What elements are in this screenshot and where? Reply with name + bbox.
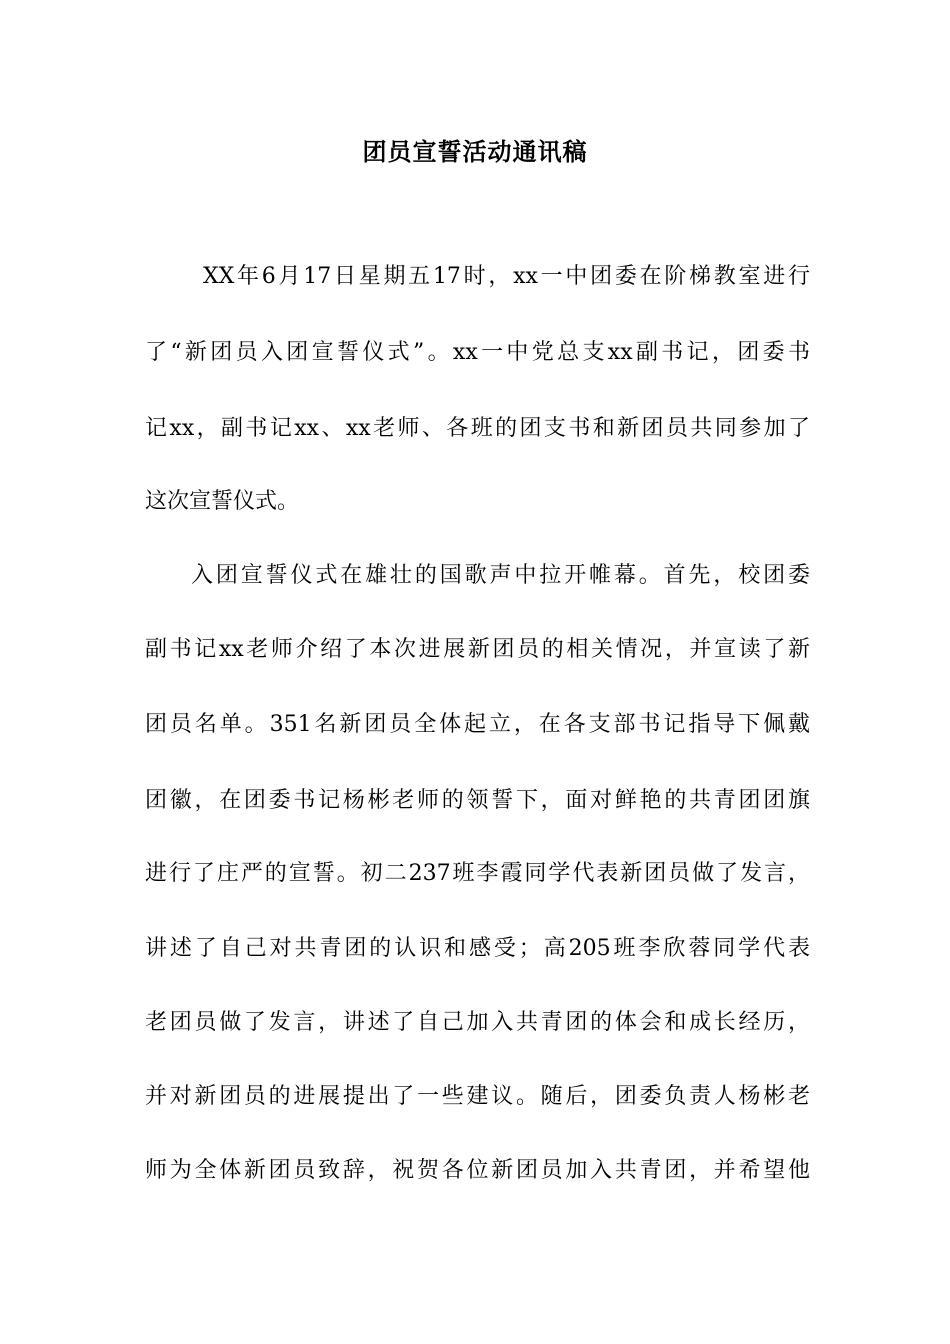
paragraph-1-line-2: 了“新团员入团宣誓仪式”。xx一中党总支xx副书记，团委书 bbox=[145, 340, 810, 365]
paragraph-2-line-1: 入团宣誓仪式在雄壮的国歌声中拉开帷幕。首先，校团委 bbox=[191, 563, 810, 588]
paragraph-2-line-9: 师为全体新团员致辞，祝贺各位新团员加入共青团，并希望他 bbox=[145, 1158, 810, 1183]
paragraph-1-line-4: 这次宣誓仪式。 bbox=[145, 489, 300, 514]
paragraph-2-line-8: 并对新团员的进展提出了一些建议。随后，团委负责人杨彬老 bbox=[145, 1084, 810, 1109]
paragraph-1-line-3: 记xx，副书记xx、xx老师、各班的团支书和新团员共同参加了 bbox=[145, 416, 810, 441]
paragraph-2-line-3: 团员名单。351名新团员全体起立，在各支部书记指导下佩戴 bbox=[145, 712, 810, 737]
paragraph-2-line-2: 副书记xx老师介绍了本次进展新团员的相关情况，并宣读了新 bbox=[145, 637, 810, 662]
paragraph-2-line-6: 讲述了自己对共青团的认识和感受；高205班李欣蓉同学代表 bbox=[145, 936, 810, 961]
document-title: 团员宣誓活动通讯稿 bbox=[362, 137, 588, 166]
paragraph-2-line-7: 老团员做了发言，讲述了自己加入共青团的体会和成长经历， bbox=[145, 1010, 810, 1035]
paragraph-2-line-4: 团徽，在团委书记杨彬老师的领誓下，面对鲜艳的共青团团旗 bbox=[145, 788, 810, 813]
paragraph-1-line-1: XX年6月17日星期五17时，xx一中团委在阶梯教室进行 bbox=[203, 264, 810, 289]
paragraph-2-line-5: 进行了庄严的宣誓。初二237班李霞同学代表新团员做了发言， bbox=[145, 861, 810, 886]
